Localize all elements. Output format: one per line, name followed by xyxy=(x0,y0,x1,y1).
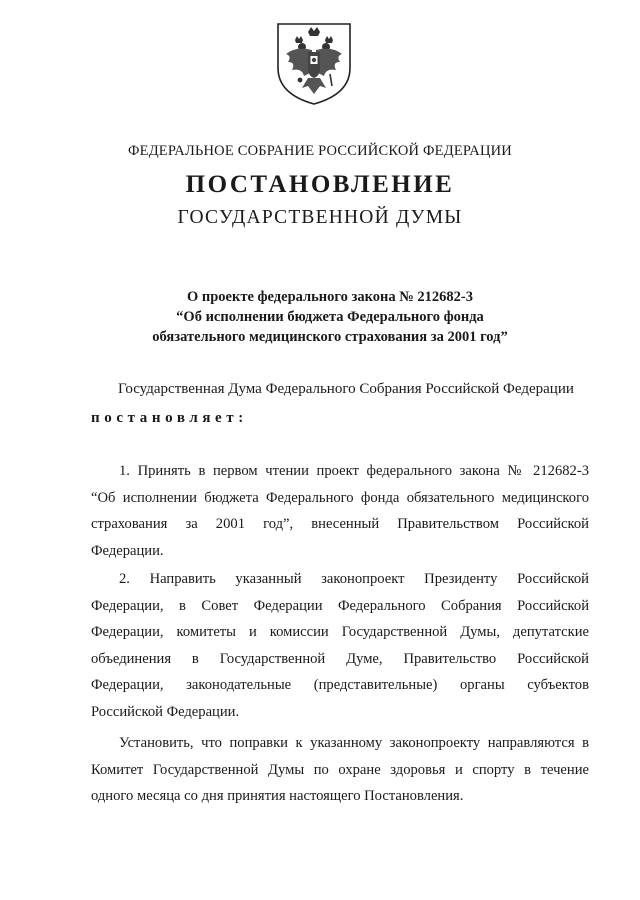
preamble-text: Государственная Дума Федерального Собрания Российской Федерации xyxy=(118,381,574,397)
paragraph-line: Федерации, комитеты и комиссии Государственной Думы, депутатские xyxy=(91,624,589,640)
paragraph-1 xyxy=(91,458,589,564)
paragraph-2 xyxy=(91,566,589,725)
paragraph-line: Российской Федерации. xyxy=(91,703,240,720)
federal-assembly-heading: ФЕДЕРАЛЬНОЕ СОБРАНИЕ РОССИЙСКОЙ ФЕДЕРАЦИИ xyxy=(128,143,512,159)
subject-line: О проекте федерального закона № 212682-3 xyxy=(186,289,474,305)
subject-line: “Об исполнении бюджета Федерального фонда xyxy=(176,309,484,325)
paragraph-line: Федерации, в Совет Федерации Федерального Собрания Российской xyxy=(91,597,589,614)
paragraph-3 xyxy=(91,730,589,810)
coat-of-arms-icon xyxy=(272,20,356,106)
paragraph-line: Федерации. xyxy=(91,542,164,559)
paragraph-line: Комитет Государственной Думы по охране здоровья и спорту в течение xyxy=(91,761,589,778)
paragraph-line: Установить, что поправки к указанному законопроекту направляются в xyxy=(119,735,589,751)
paragraph-line: 1. Принять в первом чтении проект федерального закона № 212682-3 xyxy=(119,463,589,479)
document-subtitle: ГОСУДАРСТВЕННОЙ ДУМЫ xyxy=(177,207,463,228)
paragraph-line: 2. Направить указанный законопроект Президенту Российской xyxy=(119,571,589,587)
subject-line: обязательного медицинского страхования за 2001 год” xyxy=(152,329,508,345)
resolution-subject xyxy=(100,287,560,347)
paragraph-line: объединения в Государственной Думе, Правительство Российской xyxy=(91,650,589,667)
paragraph-line: Федерации, законодательные (представительные) органы субъектов xyxy=(91,677,589,693)
paragraph-line: страхования за 2001 год”, внесенный Правительством Российской xyxy=(91,516,589,532)
paragraph-line: одного месяца со дня принятия настоящего Постановления. xyxy=(91,788,464,804)
decrees-word: постановляет: xyxy=(91,410,248,426)
document-title: ПОСТАНОВЛЕНИЕ xyxy=(185,171,455,198)
paragraph-line: “Об исполнении бюджета Федерального фонда обязательного медицинского xyxy=(91,489,589,506)
